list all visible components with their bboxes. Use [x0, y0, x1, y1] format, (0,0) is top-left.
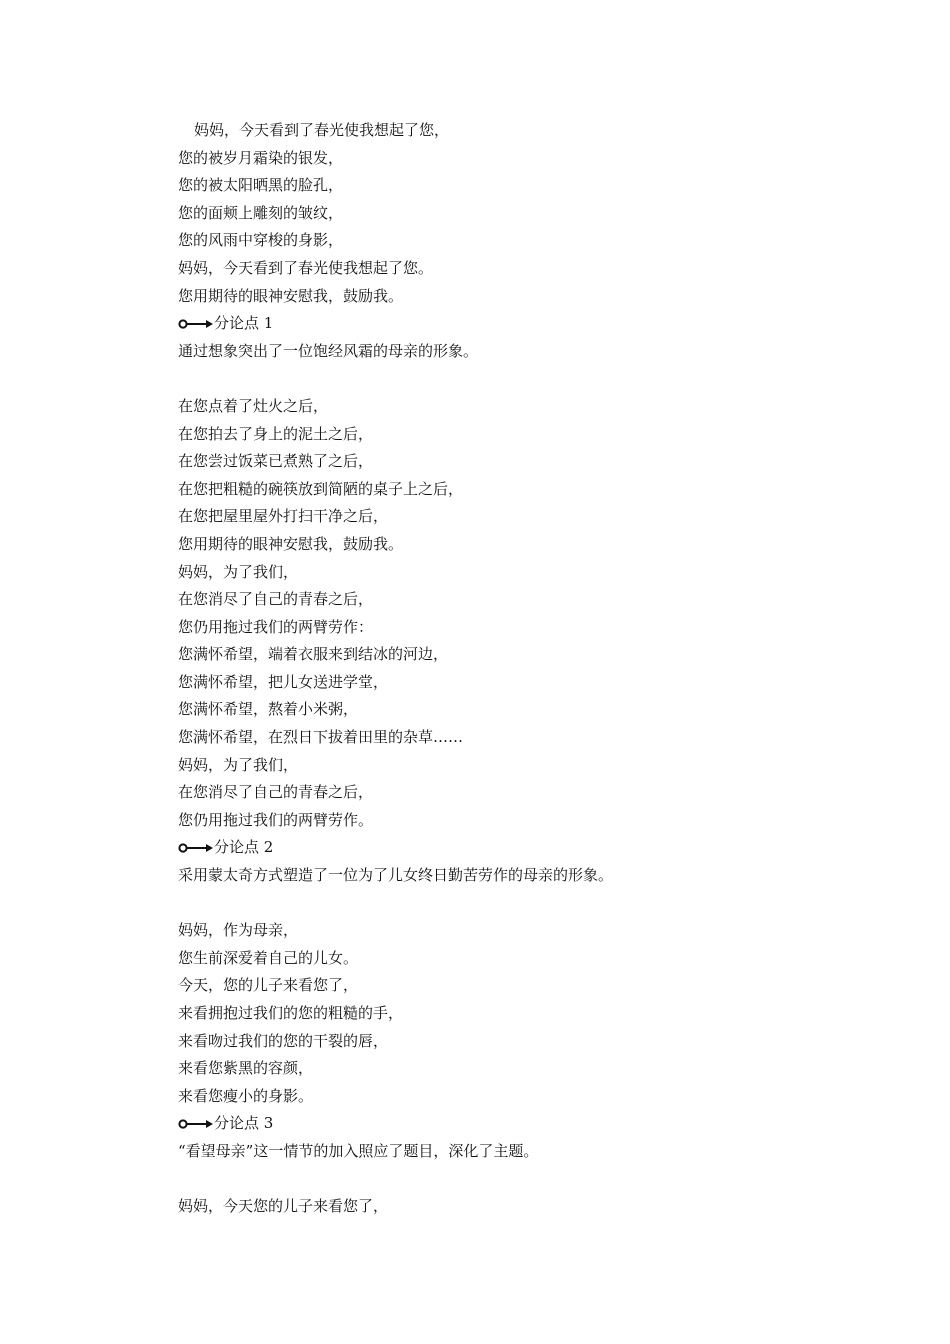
poem-line: 妈妈，作为母亲，: [178, 921, 299, 940]
poem-line: 您满怀希望，端着衣服来到结冰的河边，: [178, 645, 449, 664]
poem-line: 来看吻过我们的您的干裂的唇，: [178, 1031, 389, 1050]
poem-line: 妈妈，今天您的儿子来看您了，: [178, 1197, 389, 1216]
poem-line: 在您把粗糙的碗筷放到简陋的桌子上之后，: [178, 479, 464, 498]
poem-line: 在您消尽了自己的青春之后，: [178, 783, 374, 802]
poem-line: 您的风雨中穿梭的身影，: [178, 231, 344, 250]
poem-line: 您满怀希望，熬着小米粥，: [178, 700, 359, 719]
sub-argument-heading: [178, 834, 878, 862]
sub-argument-text: 通过想象突出了一位饱经风霜的母亲的形象。: [178, 341, 479, 360]
poem-line: 在您尝过饭菜已煮熟了之后，: [178, 452, 374, 471]
key-arrow-icon: [178, 842, 213, 854]
blank-line: [178, 890, 878, 918]
sub-argument-text: “看望母亲”这一情节的加入照应了题目，深化了主题。: [178, 1141, 539, 1160]
sub-argument-heading: [178, 310, 878, 338]
poem-line: 您的被太阳晒黑的脸孔，: [178, 176, 344, 195]
poem-line: 妈妈，今天看到了春光使我想起了您，: [194, 121, 450, 139]
blank-line: [178, 1166, 878, 1194]
poem-line: 在您点着了灶火之后，: [178, 396, 329, 415]
key-arrow-icon: [178, 318, 213, 330]
poem-line: 您仍用拖过我们的两臂劳作：: [178, 617, 374, 636]
poem-line: 妈妈，为了我们，: [178, 562, 299, 581]
poem-line: 您仍用拖过我们的两臂劳作。: [178, 810, 374, 829]
poem-line: 在您拍去了身上的泥土之后，: [178, 424, 374, 443]
poem-line: 在您消尽了自己的青春之后，: [178, 590, 374, 609]
poem-line: 您的被岁月霜染的银发，: [178, 148, 344, 167]
poem-line: 妈妈，为了我们，: [178, 755, 299, 774]
sub-argument-label: 分论点 3: [214, 1114, 274, 1133]
poem-line: 来看您瘦小的身影。: [178, 1086, 314, 1105]
poem-line: 您的面颊上雕刻的皱纹，: [178, 203, 344, 222]
poem-line: 您用期待的眼神安慰我，鼓励我。: [178, 286, 404, 305]
poem-line: 在您把屋里屋外打扫干净之后，: [178, 507, 389, 526]
poem-line: 妈妈，今天看到了春光使我想起了您。: [178, 258, 434, 277]
key-arrow-icon: [178, 1118, 213, 1130]
sub-argument-text: 采用蒙太奇方式塑造了一位为了儿女终日勤苦劳作的母亲的形象。: [178, 866, 614, 885]
poem-line: 您用期待的眼神安慰我，鼓励我。: [178, 534, 404, 553]
poem-line: 来看您紫黑的容颜，: [178, 1059, 314, 1078]
poem-line: 今天，您的儿子来看您了，: [178, 976, 359, 995]
poem-line: 您生前深爱着自己的儿女。: [178, 948, 359, 967]
poem-line: 来看拥抱过我们的您的粗糙的手，: [178, 1004, 404, 1022]
sub-argument-label: 分论点 1: [214, 314, 274, 333]
document-body: [178, 117, 878, 1221]
blank-line: [178, 365, 878, 393]
sub-argument-label: 分论点 2: [214, 838, 274, 857]
poem-line: 您满怀希望，把儿女送进学堂，: [178, 672, 389, 691]
sub-argument-heading: [178, 1110, 878, 1138]
poem-line: 您满怀希望，在烈日下拔着田里的杂草……: [178, 728, 464, 747]
